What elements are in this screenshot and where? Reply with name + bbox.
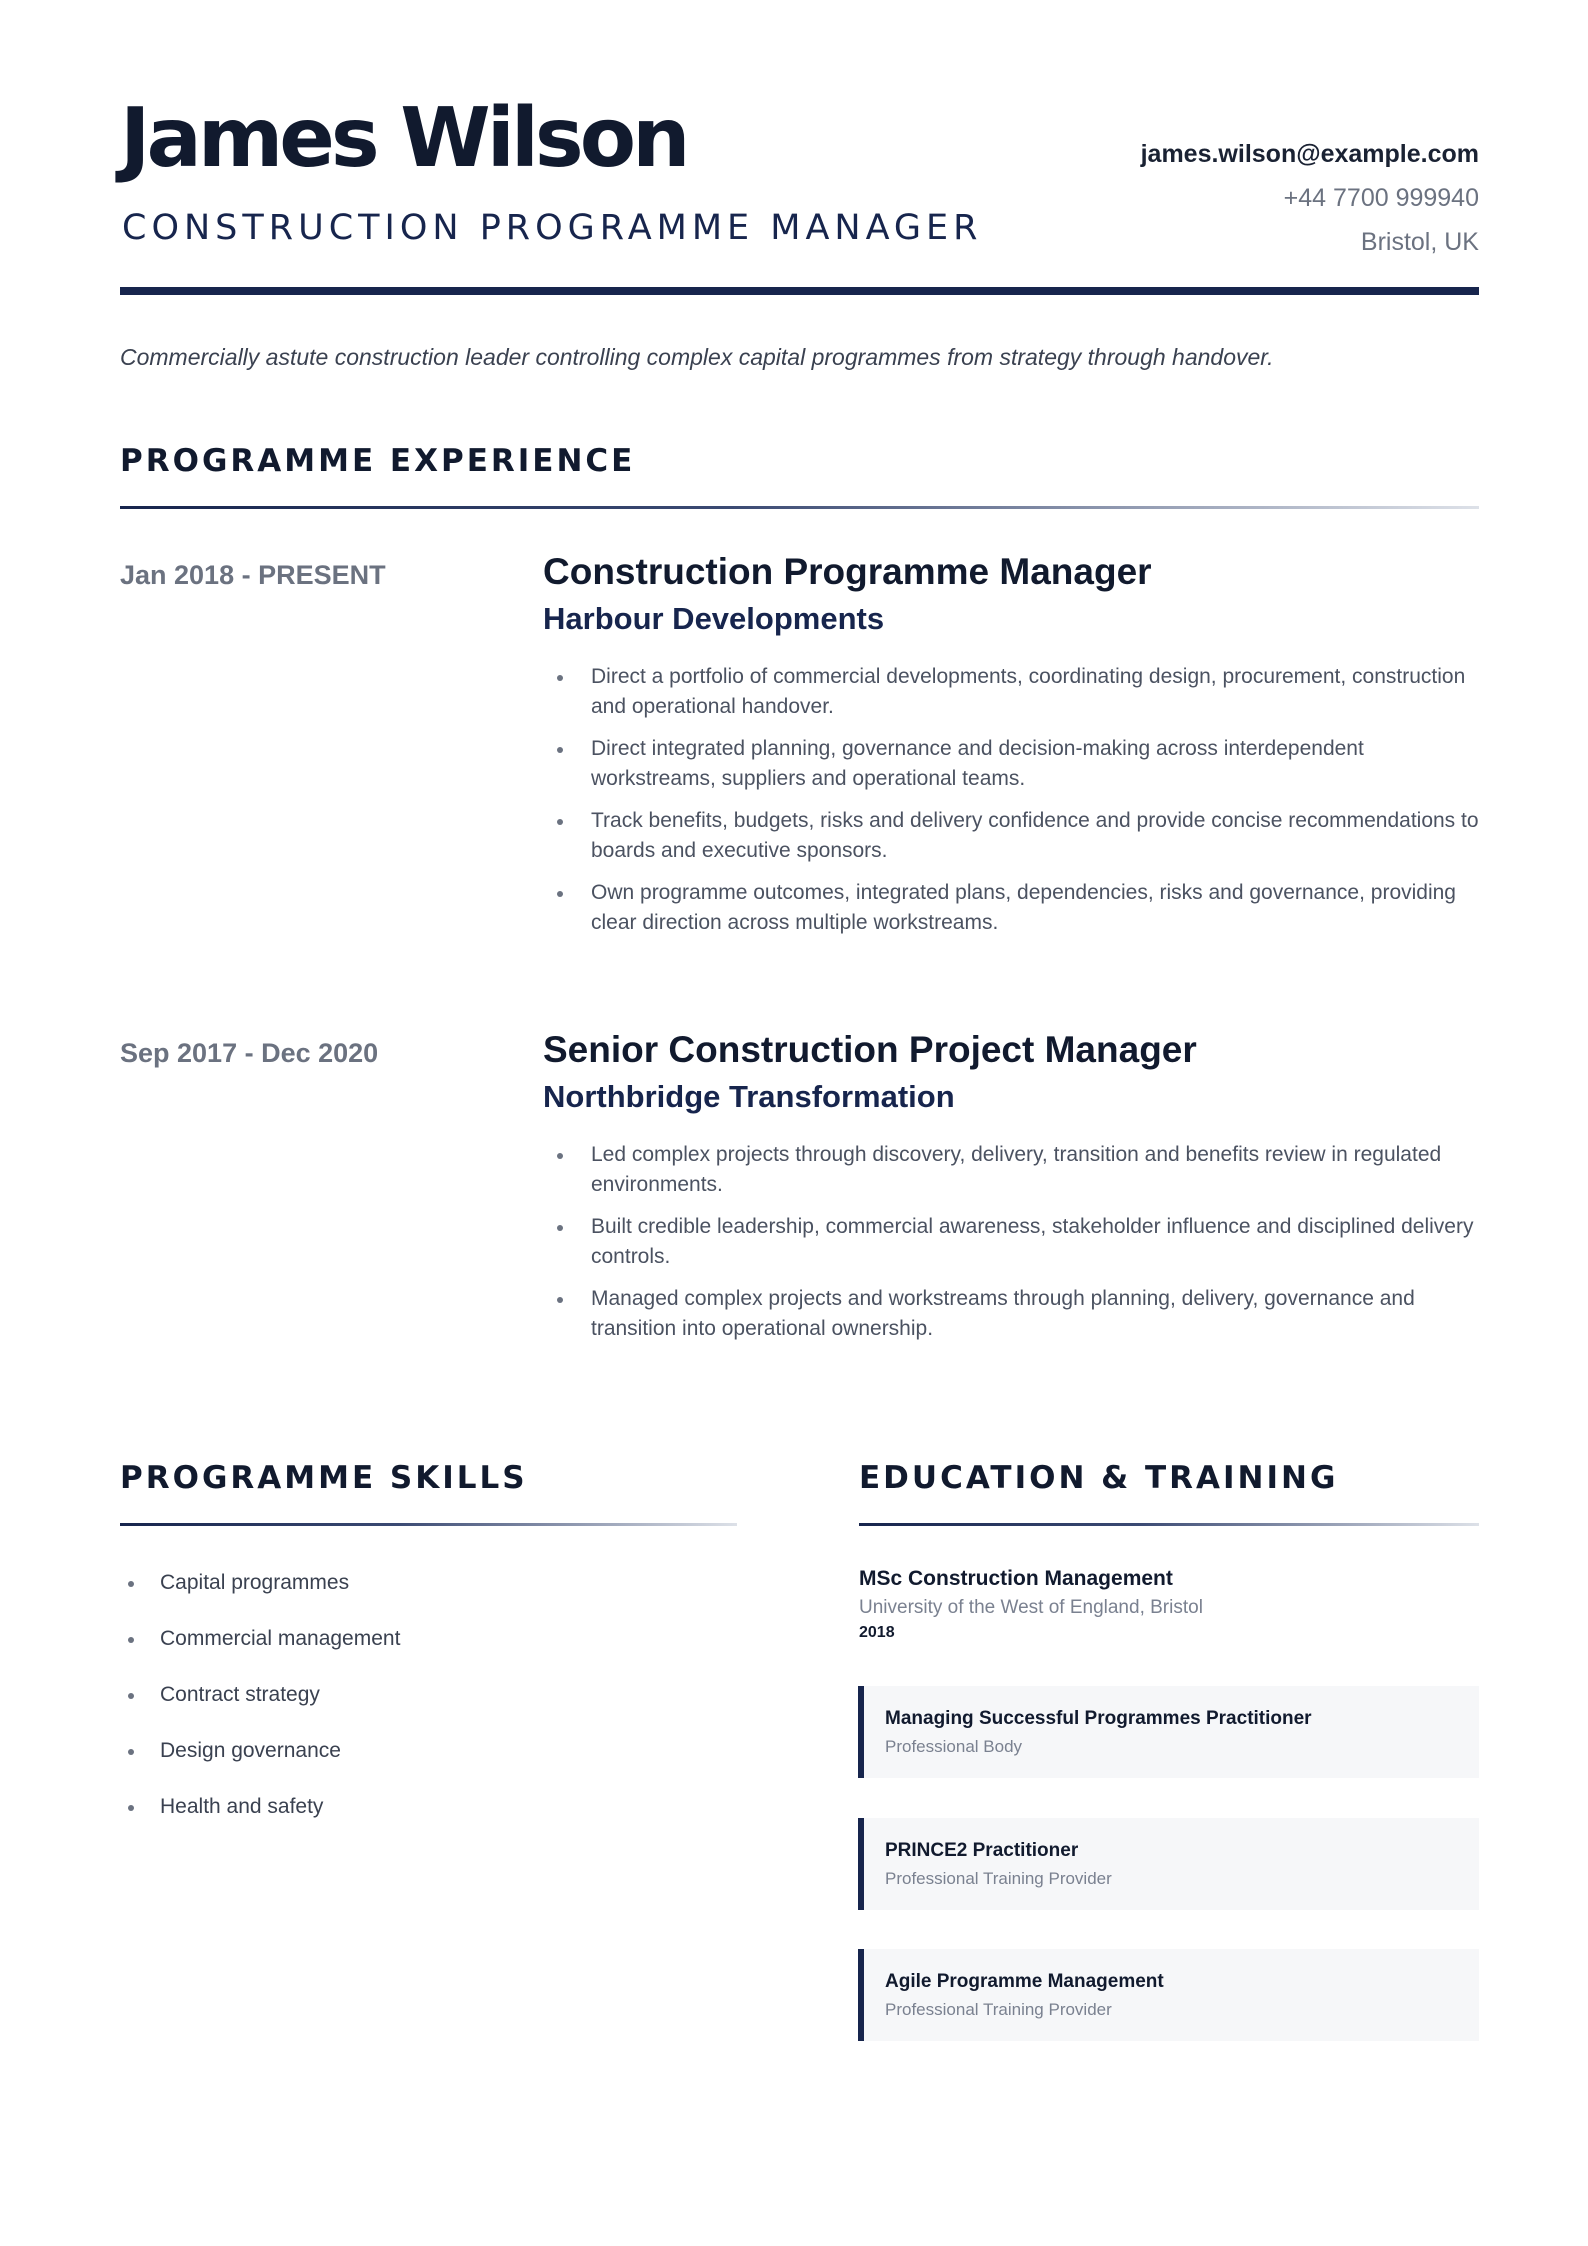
certification-org: Professional Training Provider — [885, 1868, 1112, 1888]
job-date: Sep 2017 - Dec 2020 — [120, 1038, 379, 1068]
contact-block — [1141, 132, 1479, 264]
experience-heading: PROGRAMME EXPERIENCE — [120, 443, 636, 479]
skill-item: Health and safety — [120, 1792, 400, 1848]
job-date: Jan 2018 - PRESENT — [120, 560, 386, 590]
job-title: Senior Construction Project Manager — [543, 1029, 1197, 1070]
certification-org: Professional Training Provider — [885, 1999, 1112, 2019]
contact-email[interactable]: james.wilson@example.com — [1140, 140, 1479, 168]
certification-card — [858, 1818, 1479, 1910]
header-divider — [120, 287, 1479, 295]
skills-list — [120, 1568, 400, 1848]
certification-card — [858, 1949, 1479, 2041]
certification-org: Professional Body — [885, 1736, 1023, 1756]
skill-item: Contract strategy — [120, 1680, 400, 1736]
contact-location: Bristol, UK — [1360, 228, 1479, 256]
experience-divider — [120, 506, 1479, 509]
skills-heading: PROGRAMME SKILLS — [120, 1460, 528, 1496]
certification-card — [858, 1686, 1479, 1778]
education-divider — [859, 1523, 1479, 1526]
skill-item: Commercial management — [120, 1624, 400, 1680]
contact-phone: +44 7700 999940 — [1283, 184, 1479, 212]
certification-name: PRINCE2 Practitioner — [885, 1840, 1079, 1861]
candidate-name: James Wilson — [120, 91, 687, 186]
job-bullets — [543, 662, 1479, 938]
job-bullet: Direct integrated planning, governance and decision-making across interdependent workstreams, suppliers and operational teams. — [543, 734, 1479, 794]
certification-name: Agile Programme Management — [885, 1971, 1164, 1992]
job-company: Northbridge Transformation — [543, 1079, 955, 1115]
degree-name: MSc Construction Management — [859, 1567, 1173, 1590]
job-title: Construction Programme Manager — [543, 551, 1152, 592]
job-entry — [543, 550, 1479, 950]
job-bullets — [543, 1140, 1479, 1344]
profile-summary: Commercially astute construction leader controlling complex capital programmes from strategy through handover. — [120, 344, 1274, 370]
skill-item: Design governance — [120, 1736, 400, 1792]
certification-name: Managing Successful Programmes Practitioner — [885, 1708, 1312, 1729]
job-entry — [543, 1028, 1479, 1356]
job-bullet: Direct a portfolio of commercial developments, coordinating design, procurement, construction and operational handover. — [543, 662, 1479, 722]
job-bullet: Managed complex projects and workstreams through planning, delivery, governance and transition into operational ownership. — [543, 1284, 1479, 1344]
job-bullet: Built credible leadership, commercial awareness, stakeholder influence and disciplined delivery controls. — [543, 1212, 1479, 1272]
job-bullet: Led complex projects through discovery, delivery, transition and benefits review in regulated environments. — [543, 1140, 1479, 1200]
resume-header — [120, 92, 1479, 292]
skills-divider — [120, 1523, 737, 1526]
job-bullet: Own programme outcomes, integrated plans, dependencies, risks and governance, providing clear direction across multiple workstreams. — [543, 878, 1479, 938]
job-bullet: Track benefits, budgets, risks and delivery confidence and provide concise recommendations to boards and executive sponsors. — [543, 806, 1479, 866]
job-company: Harbour Developments — [543, 601, 885, 637]
candidate-title: CONSTRUCTION PROGRAMME MANAGER — [122, 208, 983, 248]
skill-item: Capital programmes — [120, 1568, 400, 1624]
degree-year: 2018 — [859, 1624, 895, 1641]
education-heading: EDUCATION & TRAINING — [859, 1460, 1339, 1496]
degree-school: University of the West of England, Bristol — [859, 1597, 1203, 1618]
